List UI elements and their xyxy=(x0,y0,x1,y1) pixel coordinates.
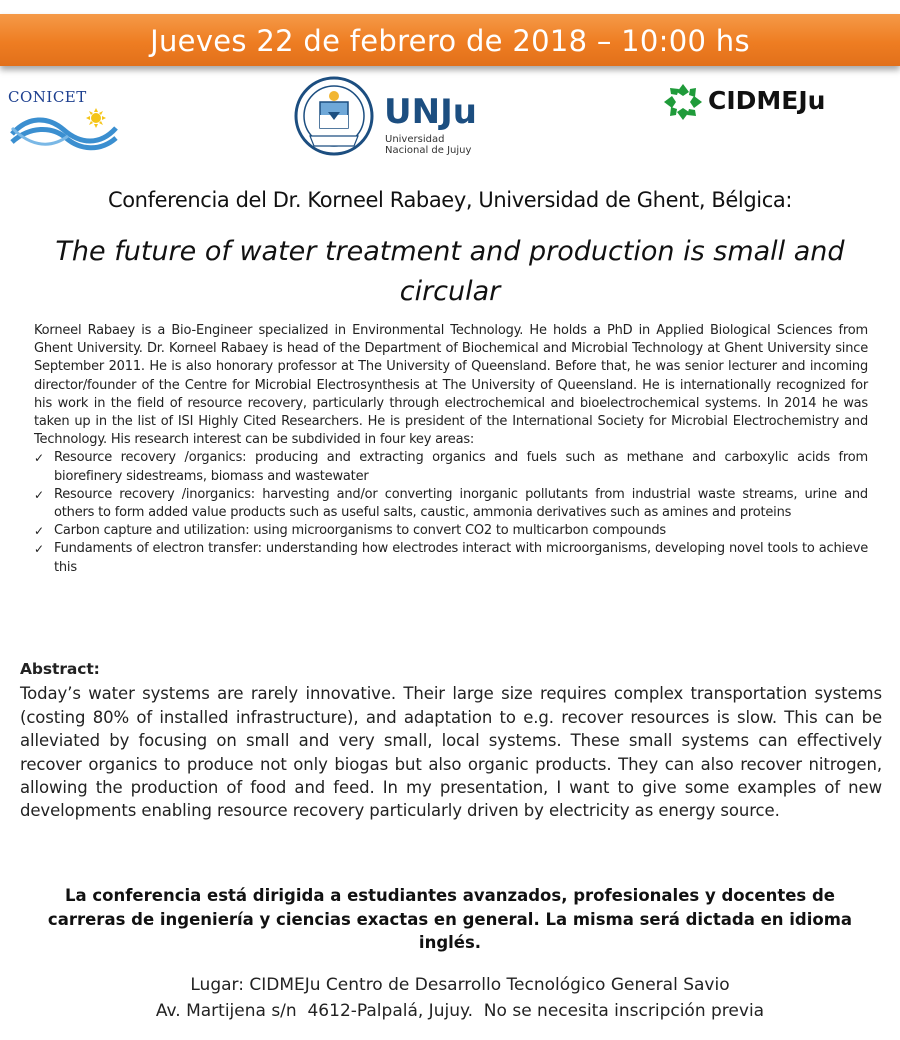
checkmark-icon: ✓ xyxy=(34,451,44,466)
unju-name xyxy=(385,134,471,156)
checkmark-icon: ✓ xyxy=(34,524,44,539)
research-area-text: Resource recovery /organics: producing and extracting organics and fuels such as methane and carboxylic acids from biorefinery sidestreams, biomass and wastewater xyxy=(54,450,868,484)
conicet-logo xyxy=(8,88,128,158)
checkmark-icon: ✓ xyxy=(34,542,44,557)
research-areas-list xyxy=(34,449,868,576)
cidmeju-gear-icon xyxy=(662,82,704,122)
research-area-text: Fundaments of electron transfer: understanding how electrodes interact with microorganisms, developing novel tools to achieve this xyxy=(54,541,868,575)
unju-logo xyxy=(290,74,510,166)
research-area-item xyxy=(34,540,868,576)
date-banner xyxy=(0,14,900,66)
checkmark-icon: ✓ xyxy=(34,487,44,502)
logo-row xyxy=(0,68,900,168)
conference-subtitle: Conferencia del Dr. Korneel Rabaey, Universidad de Ghent, Bélgica: xyxy=(107,188,793,212)
venue-line-2: Av. Martijena s/n 4612-Palpalá, Jujuy. No se necesita inscripción previa xyxy=(155,1001,765,1021)
venue-info xyxy=(60,972,860,1024)
audience-note: La conferencia está dirigida a estudiantes avanzados, profesionales y docentes de carreras de ingeniería y ciencias exactas en general. La misma será dictada en idioma inglés. xyxy=(47,886,853,952)
date-text: Jueves 22 de febrero de 2018 – 10:00 hs xyxy=(150,24,750,58)
unju-name-line2: Nacional de Jujuy xyxy=(385,145,472,156)
speaker-bio xyxy=(34,322,868,577)
research-area-item xyxy=(34,486,868,522)
abstract-heading: Abstract: xyxy=(20,660,100,678)
conicet-logo-text: CONICET xyxy=(8,88,87,106)
venue-line-1: Lugar: CIDMEJu Centro de Desarrollo Tecnológico General Savio xyxy=(190,975,730,995)
talk-title: The future of water treatment and production is small and circular xyxy=(55,236,845,307)
cidmeju-logo xyxy=(662,82,892,122)
unju-seal-icon xyxy=(290,74,378,162)
bio-paragraph: Korneel Rabaey is a Bio-Engineer specialized in Environmental Technology. He holds a PhD in Applied Biological Sciences from Ghent University. Dr. Korneel Rabaey is head of the Department of Biochemical and Microbial Technology at Ghent University since September 2011. He is also honorary professor at The University of Queensland. Before that, he was senior lecturer and incoming director/founder of the Centre for Microbial Electrosynthesis at The University of Queensland. He is internationally recognized for his work in the field of resource recovery, particularly through electrochemical and bioelectrochemical systems. In 2014 he was taken up in the list of ISI Highly Cited Researchers. He is president of the International Society for Microbial Electrochemistry and Technology. His research interest can be subdivided in four key areas: xyxy=(34,323,868,448)
unju-name-line1: Universidad xyxy=(385,134,445,145)
cidmeju-name: CIDMEJu xyxy=(708,86,826,115)
unju-abbr: UNJu xyxy=(384,92,477,132)
abstract-section xyxy=(20,658,882,823)
conicet-wave-icon xyxy=(8,108,120,152)
abstract-text: Today’s water systems are rarely innovative. Their large size requires complex transportation systems (costing 80% of installed infrastructure), and adaptation to e.g. recover resources is slow. This can be alleviated by focusing on small and very small, local systems. These small systems can effectively recover organics to produce not only biogas but also organic products. They can also recover nitrogen, allowing the production of food and feed. In my presentation, I want to give some examples of new developments enabling resource recovery particularly driven by electricity as energy source. xyxy=(20,684,882,821)
research-area-text: Resource recovery /inorganics: harvesting and/or converting inorganic pollutants from industrial waste streams, urine and others to form added value products such as useful salts, caustic, ammonia derivatives such as amines and proteins xyxy=(54,486,868,521)
research-area-text: Carbon capture and utilization: using microorganisms to convert CO2 to multicarbon compounds xyxy=(54,523,667,539)
research-area-item xyxy=(34,522,868,540)
research-area-item xyxy=(34,449,868,485)
